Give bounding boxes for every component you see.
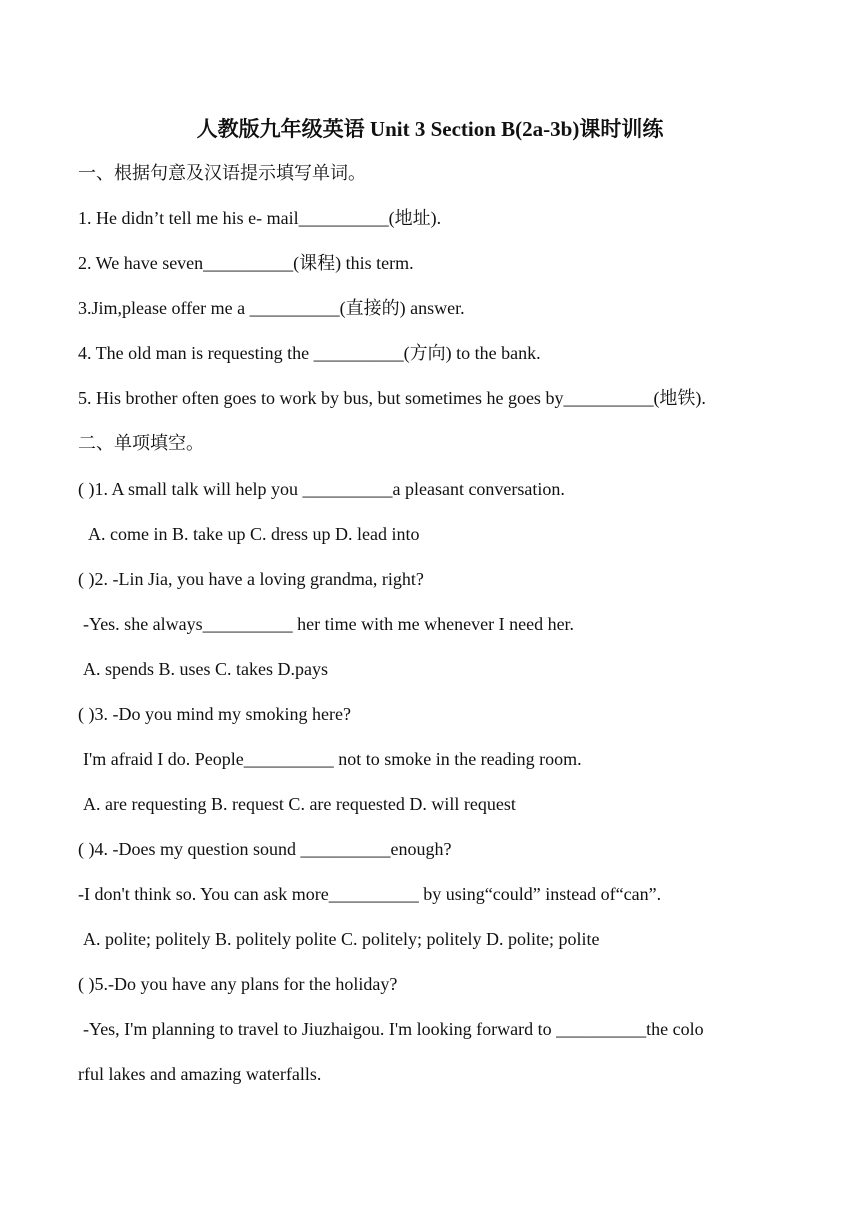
question-5-reply-line2: rful lakes and amazing waterfalls. xyxy=(78,1064,322,1084)
question-1-stem: ( )1. A small talk will help you __________a pleasant conversation. xyxy=(78,479,565,499)
fill-item-3: 3.Jim,please offer me a __________(直接的) answer. xyxy=(78,298,465,318)
fill-item-5: 5. His brother often goes to work by bus, but sometimes he goes by__________(地铁). xyxy=(78,388,706,408)
question-3-stem: ( )3. -Do you mind my smoking here? xyxy=(78,704,351,724)
fill-item-4: 4. The old man is requesting the __________(方向) to the bank. xyxy=(78,343,541,363)
question-4-stem: ( )4. -Does my question sound __________enough? xyxy=(78,839,452,859)
question-5-stem: ( )5.-Do you have any plans for the holiday? xyxy=(78,974,398,994)
fill-item-1: 1. He didn’t tell me his e- mail__________(地址). xyxy=(78,208,442,228)
question-2-options: A. spends B. uses C. takes D.pays xyxy=(83,659,328,679)
question-2-stem: ( )2. -Lin Jia, you have a loving grandma, right? xyxy=(78,569,424,589)
question-1-options: A. come in B. take up C. dress up D. lead into xyxy=(88,524,420,544)
fill-item-2: 2. We have seven__________(课程) this term. xyxy=(78,253,414,273)
question-5-reply-line1: -Yes, I'm planning to travel to Jiuzhaigou. I'm looking forward to __________the colo xyxy=(83,1019,704,1039)
question-4-reply: -I don't think so. You can ask more__________ by using“could” instead of“can”. xyxy=(78,884,662,904)
document-title: 人教版九年级英语 Unit 3 Section B(2a-3b)课时训练 xyxy=(196,117,664,141)
question-3-options: A. are requesting B. request C. are requested D. will request xyxy=(83,794,516,814)
section2-heading: 二、单项填空。 xyxy=(78,433,204,453)
section1-heading: 一、根据句意及汉语提示填写单词。 xyxy=(78,163,366,183)
question-4-options: A. polite; politely B. politely polite C. politely; politely D. polite; polite xyxy=(83,929,600,949)
question-3-reply: I'm afraid I do. People__________ not to smoke in the reading room. xyxy=(83,749,582,769)
question-2-reply: -Yes. she always__________ her time with me whenever I need her. xyxy=(83,614,575,634)
